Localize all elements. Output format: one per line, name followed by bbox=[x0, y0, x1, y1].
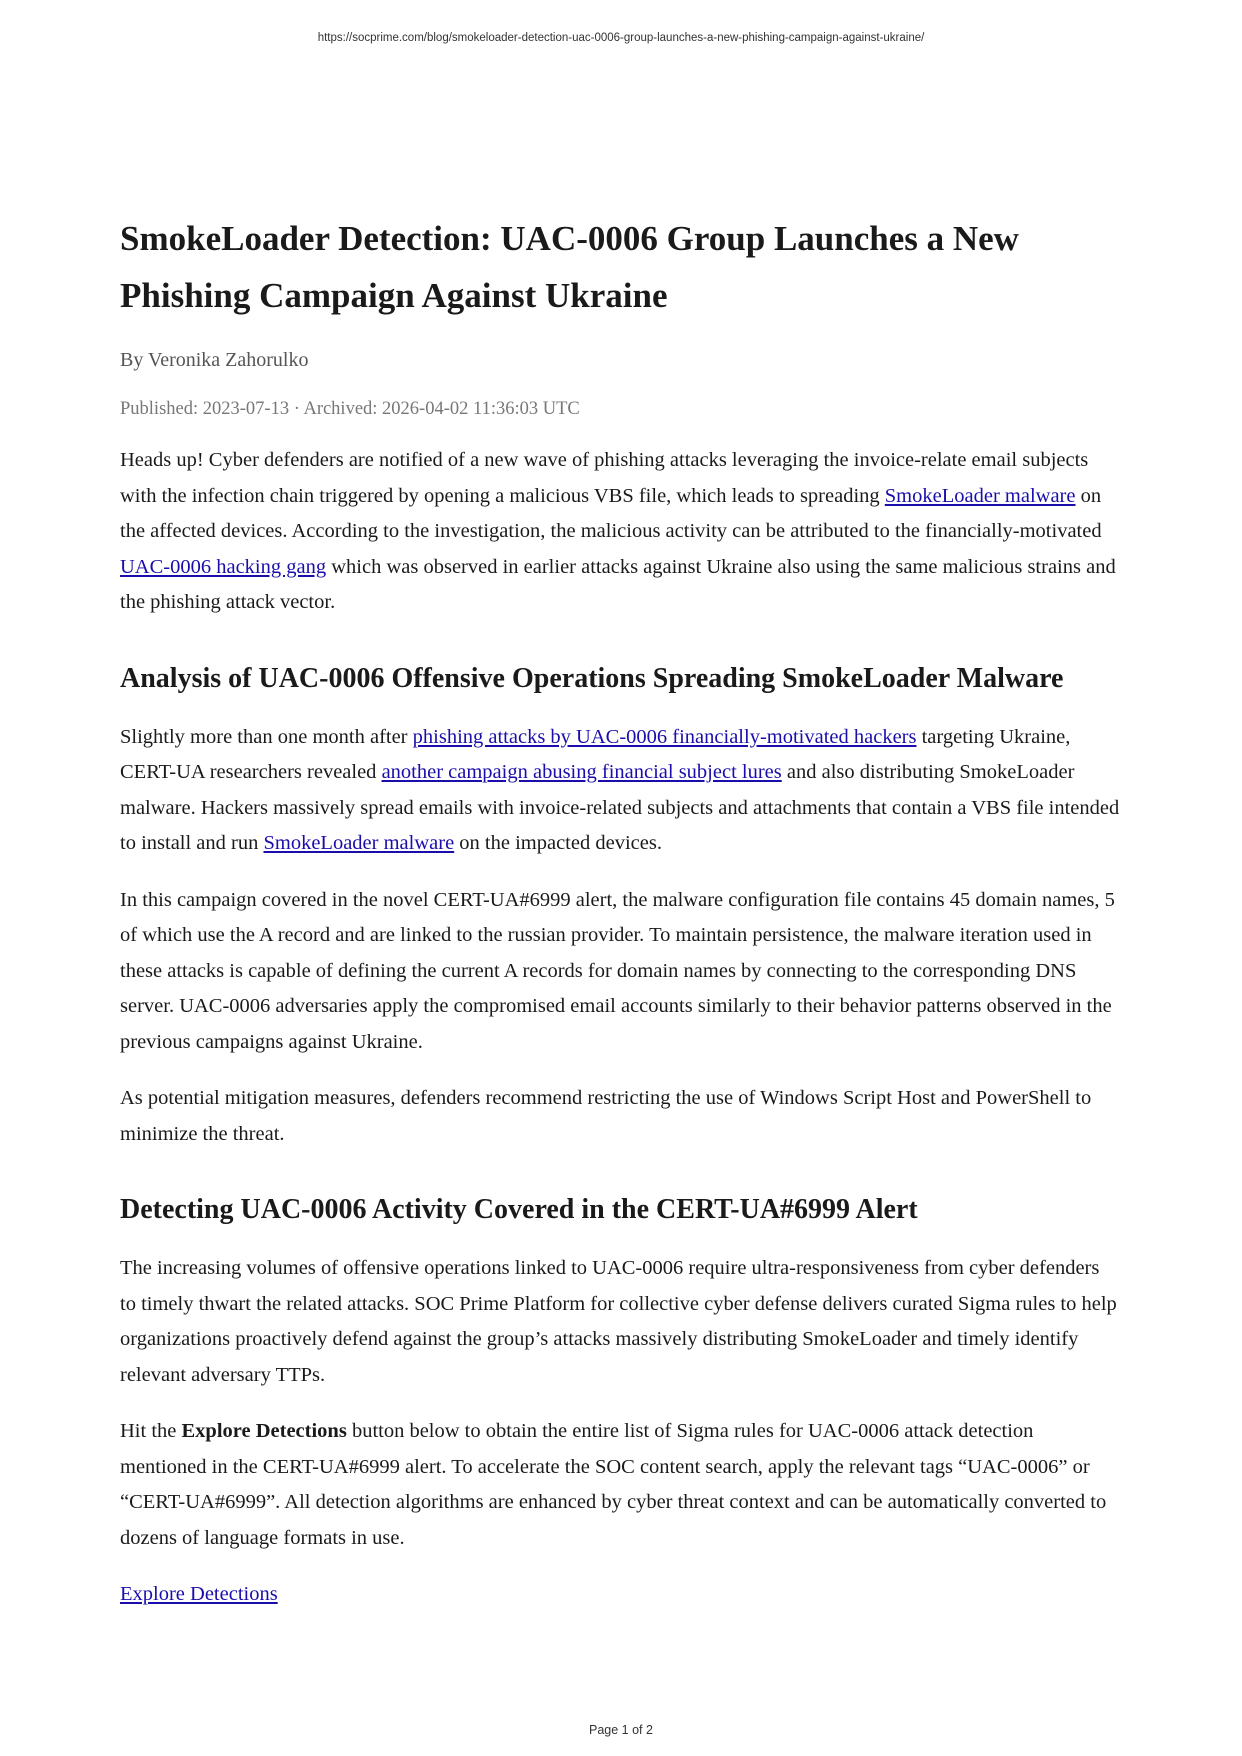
article-byline: By Veronika Zahorulko bbox=[120, 349, 309, 371]
section-heading-detecting: Detecting UAC-0006 Activity Covered in the CERT-UA#6999 Alert bbox=[120, 1194, 918, 1225]
text-span: Slightly more than one month after bbox=[120, 725, 413, 748]
uac-0006-hacking-gang-link[interactable]: UAC-0006 hacking gang bbox=[120, 555, 327, 578]
text-span: on the impacted devices. bbox=[454, 832, 662, 854]
section-heading-analysis: Analysis of UAC-0006 Offensive Operations Spreading SmokeLoader Malware bbox=[120, 662, 1064, 694]
intro-paragraph bbox=[120, 443, 1120, 621]
explore-detections-bold: Explore Detections bbox=[181, 1420, 347, 1442]
campaign-paragraph: In this campaign covered in the novel CERT-UA#6999 alert, the malware configuration file contains 45 domain names, 5 of which use the A record and are linked to the russian provider. To maintain persistence, the malware iteration used in these attacks is capable of defining the current A records for domain names by connecting to the corresponding DNS server. UAC-0006 adversaries apply the compromised email accounts similarly to their behavior patterns observed in the previous campaigns against Ukraine. bbox=[120, 888, 1115, 1053]
text-span: Hit the bbox=[120, 1420, 182, 1442]
explore-paragraph bbox=[120, 1414, 1120, 1556]
mitigation-paragraph: As potential mitigation measures, defenders recommend restricting the use of Windows Script Host and PowerShell to minimize the threat. bbox=[120, 1087, 1092, 1145]
article bbox=[120, 210, 1120, 1634]
text-span: which was observed in earlier attacks against Ukraine also using the same malicious strains and the phishing attack vector. bbox=[120, 555, 1116, 613]
article-title: SmokeLoader Detection: UAC-0006 Group Launches a New Phishing Campaign Against Ukraine bbox=[120, 219, 1019, 315]
analysis-paragraph bbox=[120, 720, 1120, 862]
text-span: on the affected devices. According to the investigation, the malicious activity can be attributed to the financially-motivated bbox=[120, 484, 1102, 542]
text-span: Heads up! Cyber defenders are notified of a new wave of phishing attacks leveraging the invoice-relate email subjects with the infection chain triggered by opening a malicious VBS file, which leads to spreading bbox=[120, 449, 1089, 507]
explore-detections-link[interactable]: Explore Detections bbox=[120, 1583, 278, 1605]
detection-paragraph: The increasing volumes of offensive operations linked to UAC-0006 require ultra-responsiveness from cyber defenders to timely thwart the related attacks. SOC Prime Platform for collective cyber defense delivers curated Sigma rules to help organizations proactively defend against the group’s attacks massively distributing SmokeLoader and timely identify relevant adversary TTPs. bbox=[120, 1257, 1117, 1386]
phishing-attacks-link[interactable]: phishing attacks by UAC-0006 financially-motivated hackers bbox=[412, 725, 917, 748]
article-meta: Published: 2023-07-13 · Archived: 2026-04-02 11:36:03 UTC bbox=[120, 399, 580, 419]
explore-link-paragraph bbox=[120, 1577, 1120, 1613]
text-span: and also distributing SmokeLoader malware. Hackers massively spread emails with invoice-related subjects and attachments that contain a VBS file intended to install and run bbox=[120, 761, 1120, 854]
another-campaign-link[interactable]: another campaign abusing financial subject lures bbox=[381, 761, 782, 783]
text-span: targeting Ukraine, CERT-UA researchers revealed bbox=[120, 725, 1071, 783]
smokeloader-malware-link[interactable]: SmokeLoader malware bbox=[884, 484, 1076, 507]
smokeloader-malware-link-2[interactable]: SmokeLoader malware bbox=[263, 832, 455, 854]
page-number: Page 1 of 2 bbox=[589, 1723, 653, 1737]
page-url: https://socprime.com/blog/smokeloader-detection-uac-0006-group-launches-a-new-phishing-campaign-against-ukraine/ bbox=[317, 32, 925, 44]
text-span: button below to obtain the entire list of Sigma rules for UAC-0006 attack detection mentioned in the CERT-UA#6999 alert. To accelerate the SOC content search, apply the relevant tags “UAC-0006” or “CERT-UA#6999”. All detection algorithms are enhanced by cyber threat context and can be automatically converted to dozens of language formats in use. bbox=[120, 1420, 1107, 1549]
